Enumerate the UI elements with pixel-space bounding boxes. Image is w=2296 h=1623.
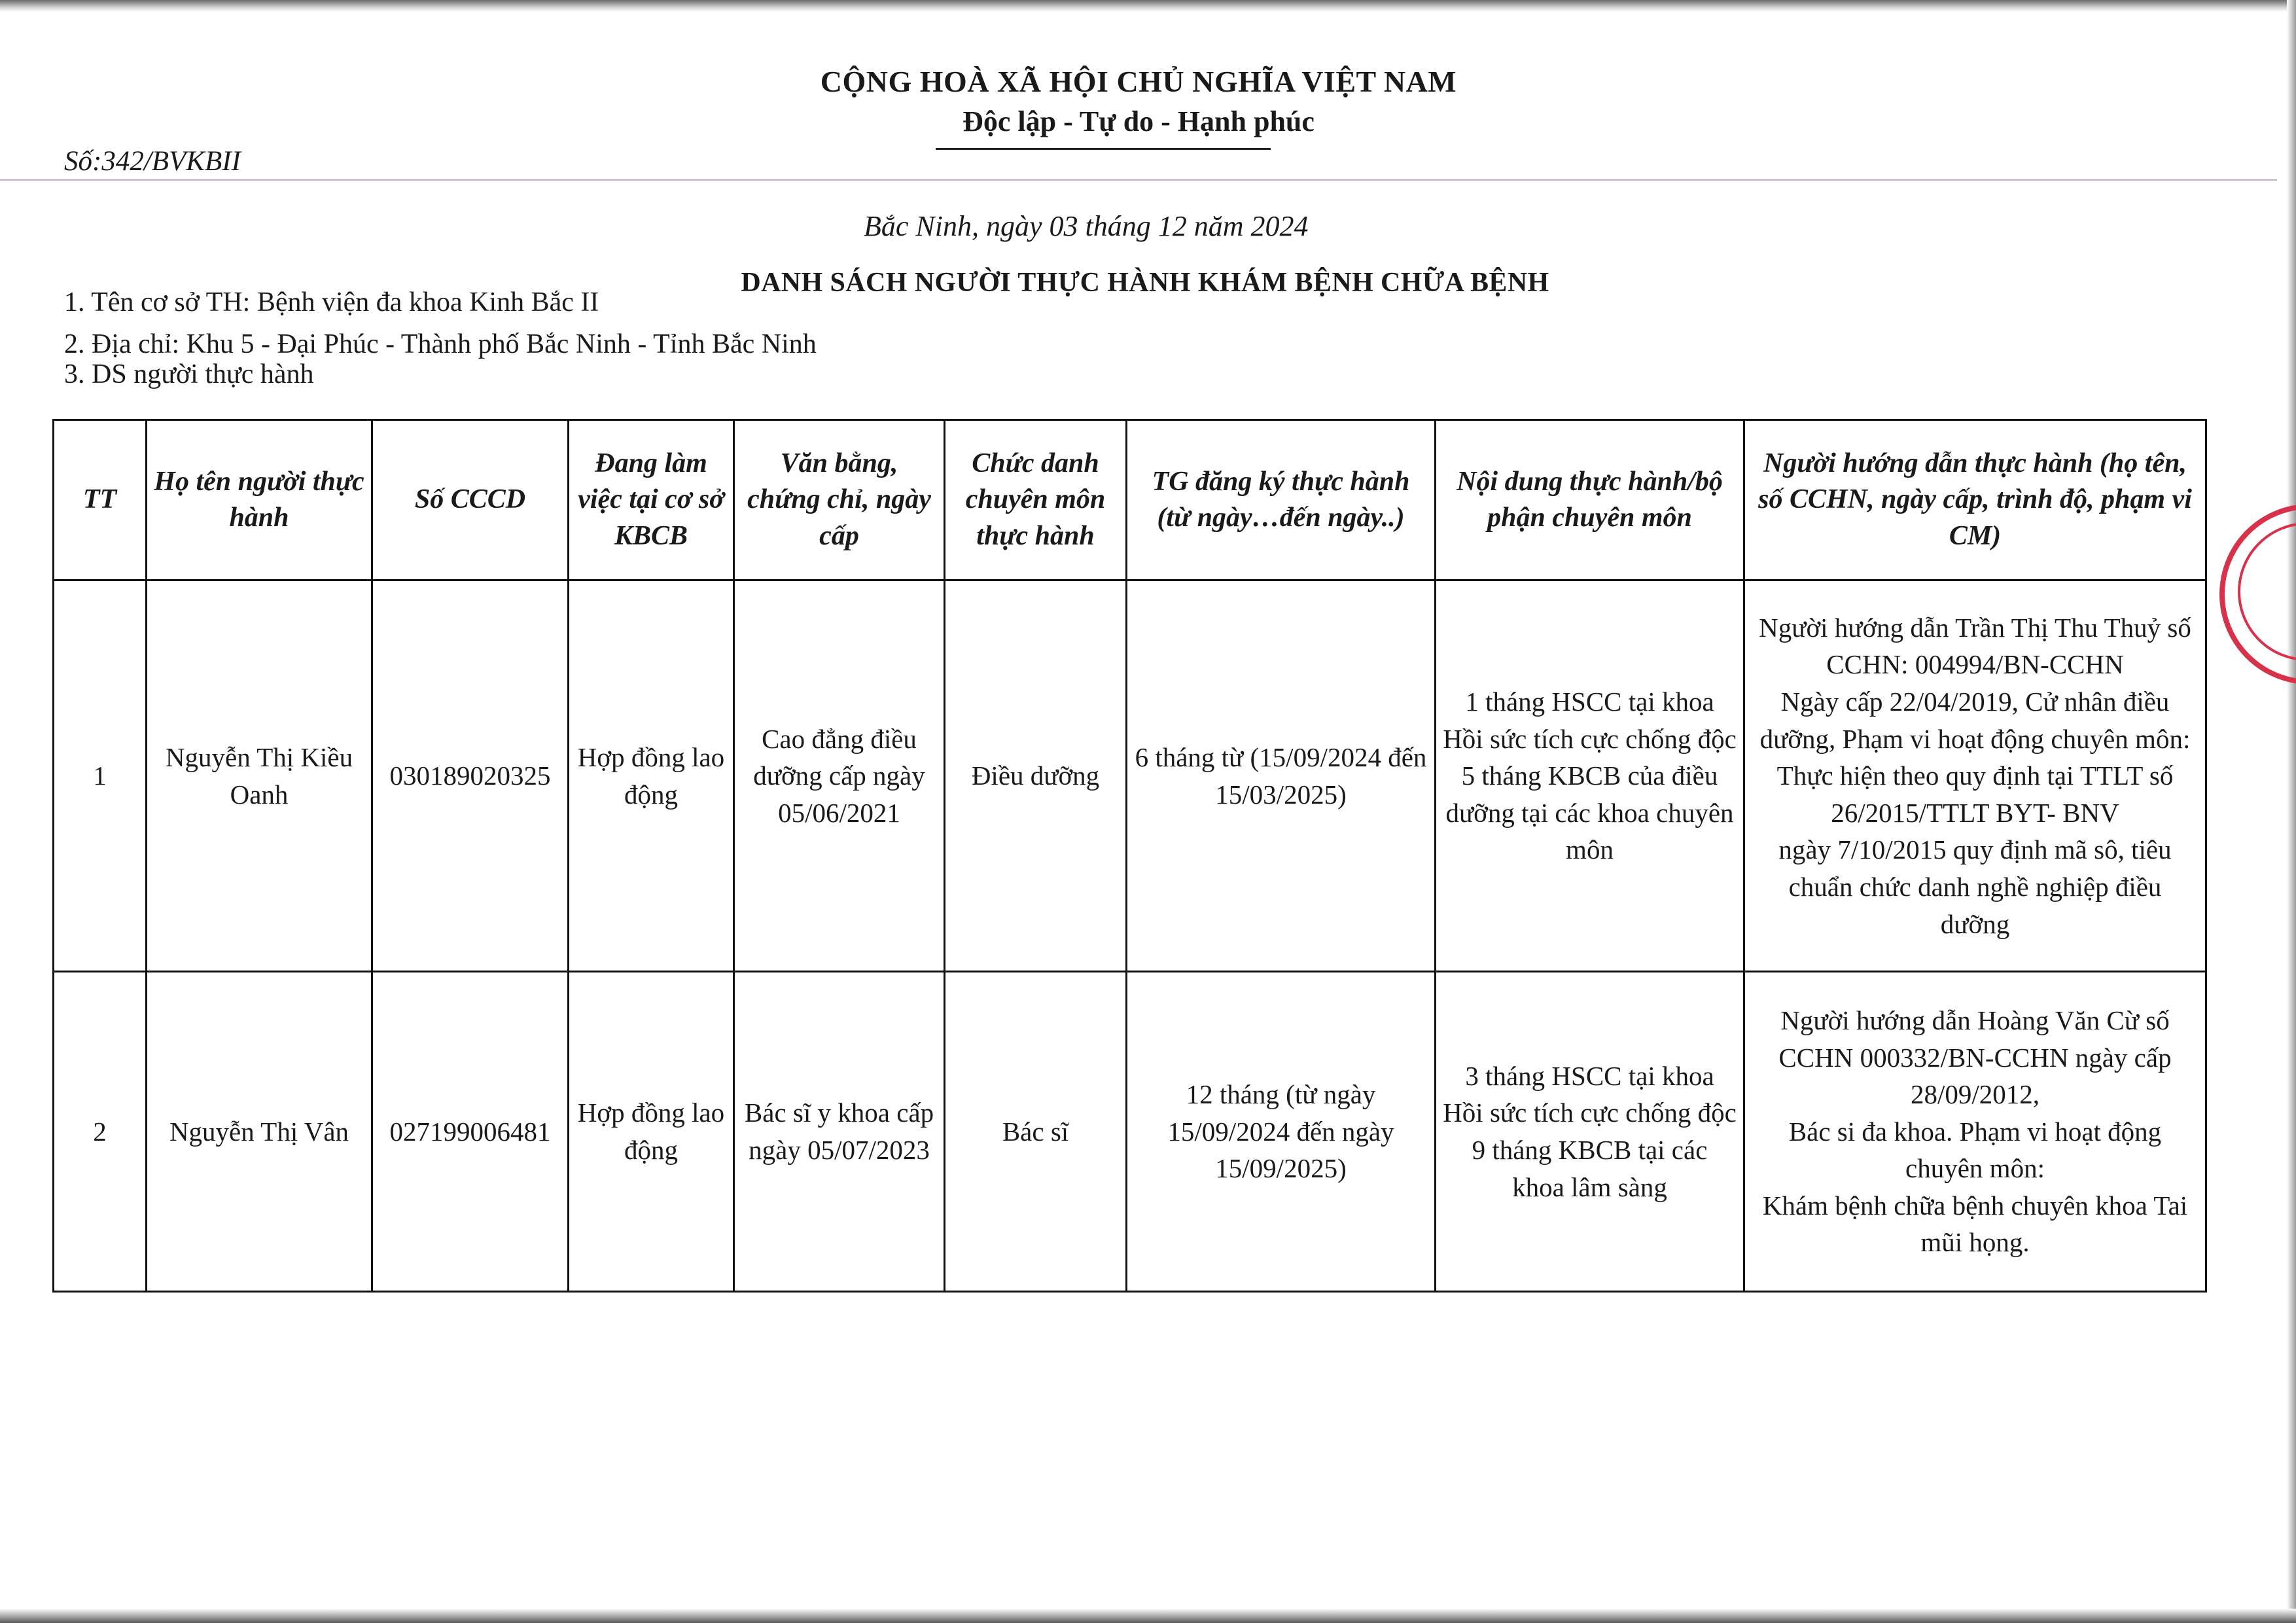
scan-edge-top: [0, 0, 2296, 12]
info-facility: 1. Tên cơ sở TH: Bệnh viện đa khoa Kinh Bắc II: [64, 287, 599, 317]
date-line: Bắc Ninh, ngày 03 tháng 12 năm 2024: [864, 210, 1309, 242]
cell-tt: 2: [54, 972, 147, 1292]
table-row: [54, 580, 2206, 972]
table-header-row: [54, 420, 2206, 580]
cell-name: Nguyễn Thị Vân: [147, 972, 372, 1292]
national-title: CỘNG HOÀ XÃ HỘI CHỦ NGHĨA VIỆT NAM: [820, 65, 1457, 98]
cell-id: 030189020325: [372, 580, 569, 972]
header-cell-tt: TT: [54, 420, 147, 580]
header-cell-workplace: Đang làm việc tại cơ sở KBCB: [569, 420, 734, 580]
header-rule: [0, 179, 2277, 181]
document-number: Số:342/BVKBII: [64, 146, 241, 177]
motto-underline: [936, 148, 1271, 150]
header-cell-content: Nội dung thực hành/bộ phận chuyên môn: [1436, 420, 1744, 580]
cell-title: Điều dưỡng: [945, 580, 1127, 972]
scan-edge-right: [2287, 0, 2296, 1623]
cell-title: Bác sĩ: [945, 972, 1127, 1292]
cell-supervisor: Người hướng dẫn Trần Thị Thu Thuỷ số CCHN: 004994/BN-CCHN Ngày cấp 22/04/2019, Cử nhân điều dưỡng, Phạm vi hoạt động chuyên môn: Thực hiện theo quy định tại TTLT số 26/2015/TTLT BYT- BNV ngày 7/10/2015 quy định mã sô, tiêu chuẩn chức danh nghề nghiệp điều dưỡng: [1744, 580, 2206, 972]
scan-edge-bottom: [0, 1609, 2296, 1623]
cell-id: 027199006481: [372, 972, 569, 1292]
header-cell-id: Số CCCD: [372, 420, 569, 580]
cell-period: 6 tháng từ (15/09/2024 đến 15/03/2025): [1127, 580, 1436, 972]
cell-content: 3 tháng HSCC tại khoa Hồi sức tích cực chống độc 9 tháng KBCB tại các khoa lâm sàng: [1436, 972, 1744, 1292]
table-row: [54, 972, 2206, 1292]
header-cell-supervisor: Người hướng dẫn thực hành (họ tên, số CCHN, ngày cấp, trình độ, phạm vi CM): [1744, 420, 2206, 580]
cell-name: Nguyễn Thị Kiều Oanh: [147, 580, 372, 972]
practitioner-table: [52, 419, 2207, 1293]
cell-degree: Cao đẳng điều dưỡng cấp ngày 05/06/2021: [734, 580, 945, 972]
header-cell-degree: Văn bằng, chứng chỉ, ngày cấp: [734, 420, 945, 580]
header-cell-name: Họ tên người thực hành: [147, 420, 372, 580]
cell-tt: 1: [54, 580, 147, 972]
info-address: 2. Địa chỉ: Khu 5 - Đại Phúc - Thành phố Bắc Ninh - Tỉnh Bắc Ninh: [64, 329, 817, 359]
info-list-label: 3. DS người thực hành: [64, 359, 314, 389]
cell-workplace: Hợp đồng lao động: [569, 580, 734, 972]
header-cell-title: Chức danh chuyên môn thực hành: [945, 420, 1127, 580]
cell-workplace: Hợp đồng lao động: [569, 972, 734, 1292]
cell-period: 12 tháng (từ ngày 15/09/2024 đến ngày 15/09/2025): [1127, 972, 1436, 1292]
cell-degree: Bác sĩ y khoa cấp ngày 05/07/2023: [734, 972, 945, 1292]
cell-content: 1 tháng HSCC tại khoa Hồi sức tích cực chống độc 5 tháng KBCB của điều dưỡng tại các khoa chuyên môn: [1436, 580, 1744, 972]
national-motto: Độc lập - Tự do - Hạnh phúc: [963, 105, 1315, 137]
cell-supervisor: Người hướng dẫn Hoàng Văn Cừ số CCHN 000332/BN-CCHN ngày cấp 28/09/2012, Bác si đa khoa. Phạm vi hoạt động chuyên môn: Khám bệnh chữa bệnh chuyên khoa Tai mũi họng.: [1744, 972, 2206, 1292]
document-title: DANH SÁCH NGƯỜI THỰC HÀNH KHÁM BỆNH CHỮA BỆNH: [741, 268, 1549, 298]
header-cell-period: TG đăng ký thực hành (từ ngày…đến ngày..): [1127, 420, 1436, 580]
